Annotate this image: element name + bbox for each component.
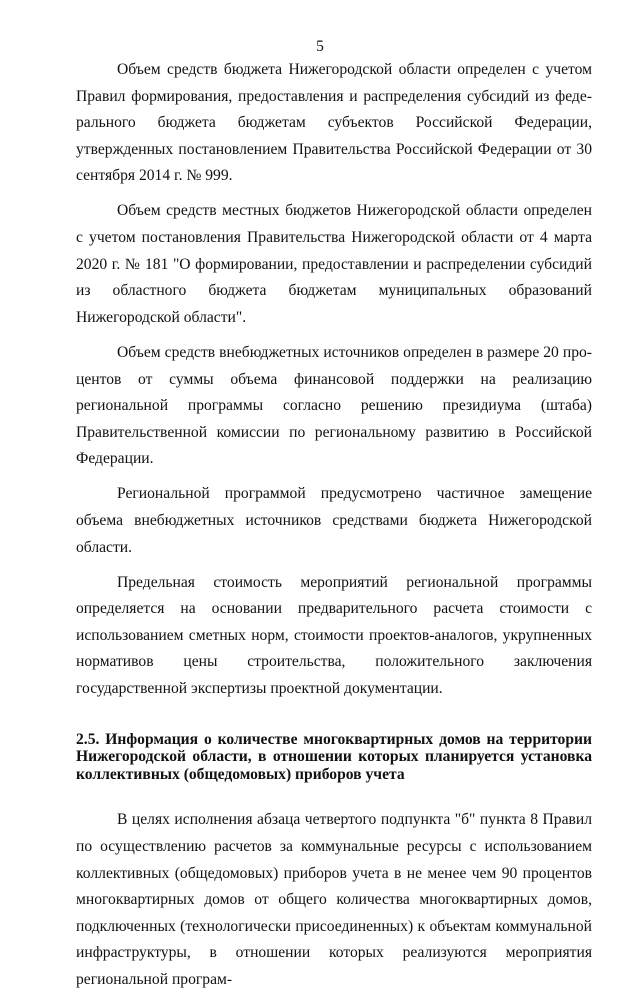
document-body — [76, 57, 592, 994]
paragraph-budget-federal: Объем средств бюджета Нижегородской области определен с учетом Правил формирования, предоставления и распределения субсидий из федерального бюджета бюджетам субъектов Российской Федерации, утвержденных постановлением Правительства Российской Федерации от 30 сентября 2014 г. № 999. — [76, 61, 592, 185]
paragraph-metering: В целях исполнения абзаца четвертого подпункта "б" пункта 8 Правил по осуществлению расчетов за коммунальные ресурсы с использованием коллективных (общедомовых) приборов учета в не менее чем 90 процентов многоквартирных домов от общего количества многоквартирных домов, подключенных (технологически присоединенных) к объектам коммунальной инфраструктуры, в отношении которых реализуются мероприятия региональной програм- — [76, 811, 592, 988]
paragraph-budget-local: Объем средств местных бюджетов Нижегородской области определен с учетом постановления Правительства Нижегородской области от 4 марта 2020 г. № 181 "О формировании, предоставлении и распределении субсидий из областного бюджета бюджетам муниципальных образований Нижегородской области". — [76, 202, 592, 326]
paragraph-cost-limit: Предельная стоимость мероприятий региональной программы определяется на основании предварительного расчета стоимости с использованием сметных норм, стоимости проектов-аналогов, укрупненных нормативов цены строительства, положительного заключения государственной экспертизы проектной документации. — [76, 573, 592, 698]
page-number: 5 — [316, 38, 324, 55]
paragraph-replacement: Региональной программой предусмотрено частичное замещение объема внебюджетных источников средствами бюджета Нижегородской области. — [76, 485, 592, 556]
paragraph-extrabudgetary: Объем средств внебюджетных источников определен в размере 20 процентов от суммы объема финансовой поддержки на реализацию региональной программы согласно решению президиума (штаба) Правительственной комиссии по региональному развитию в Российской Федерации. — [76, 343, 592, 468]
section-heading: 2.5. Информация о количестве многоквартирных домов на территории Нижегородской области, в отношении которых планируется установка коллективных (общедомовых) приборов учета — [76, 730, 592, 783]
